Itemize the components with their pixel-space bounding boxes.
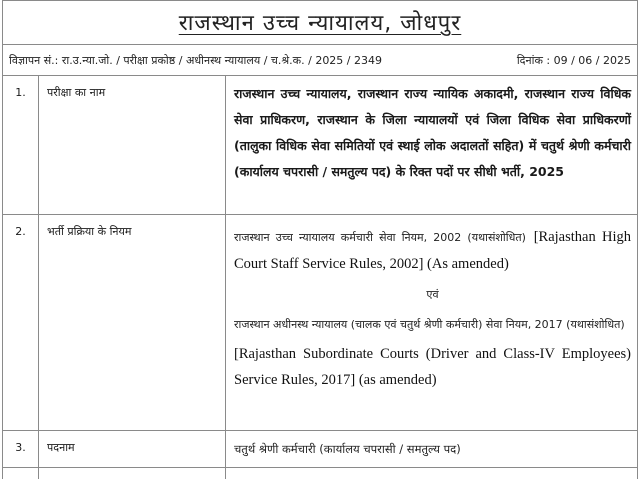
- rule-1: [234, 223, 631, 277]
- row-value: [226, 76, 639, 214]
- row-value: [226, 215, 639, 430]
- table-row: [3, 431, 637, 468]
- row-label: भर्ती प्रक्रिया के नियम: [39, 215, 226, 430]
- row-number: 1.: [3, 76, 39, 214]
- notice-date: दिनांक : 09 / 06 / 2025: [516, 53, 631, 67]
- exam-name: राजस्थान उच्च न्यायालय, राजस्थान राज्य न्यायिक अकादमी, राजस्थान राज्य विधिक सेवा प्राधिकरण, राजस्थान के जिला न्यायालयों एवं जिला विधिक सेवा प्राधिकरणों (तालुका विधिक सेवा समितियों एवं स्थाई लोक अदालतों सहित) में चतुर्थ श्रेणी कर्मचारी (कार्यालय चपरासी / समतुल्य पद) के रिक्त पदों पर सीधी भर्ती, 2025: [234, 86, 631, 179]
- row-number: 3.: [3, 431, 39, 467]
- row-number-cell: [3, 468, 39, 479]
- table-row: [3, 76, 637, 215]
- advertisement-number: विज्ञापन सं.: रा.उ.न्या.जो. / परीक्षा प्रकोष्ठ / अधीनस्थ न्यायालय / च.श्रे.क. / 2025 / 2349: [9, 53, 383, 67]
- rule-2-english: [Rajasthan Subordinate Courts (Driver and Class-IV Employees) Service Rules, 2017] (as amended): [234, 346, 631, 388]
- connector-text: एवं: [426, 288, 439, 301]
- rule-1-english: [Rajasthan High Court Staff Service Rules, 2002] (As amended): [234, 229, 631, 272]
- rule-1-hindi: राजस्थान उच्च न्यायालय कर्मचारी सेवा नियम, 2002 (यथासंशोधित): [234, 231, 526, 244]
- rule-2-hindi: राजस्थान अधीनस्थ न्यायालय (चालक एवं चतुर्थ श्रेणी कर्मचारी) सेवा नियम, 2017 (यथासंशोधित): [234, 318, 625, 331]
- row-value: [226, 431, 639, 467]
- page-title: राजस्थान उच्च न्यायालय, जोधपुर: [178, 10, 462, 36]
- table-row: [3, 215, 637, 431]
- title-band: [3, 0, 637, 45]
- designation: चतुर्थ श्रेणी कर्मचारी (कार्यालय चपरासी / समतुल्य पद): [234, 442, 461, 456]
- row-label-cell: [39, 468, 226, 479]
- row-number: 2.: [3, 215, 39, 430]
- table-row-continuation: [3, 468, 637, 479]
- row-label: परीक्षा का नाम: [39, 76, 226, 214]
- notice-document: [2, 0, 638, 479]
- advertisement-row: [3, 45, 637, 76]
- row-label: पदनाम: [39, 431, 226, 467]
